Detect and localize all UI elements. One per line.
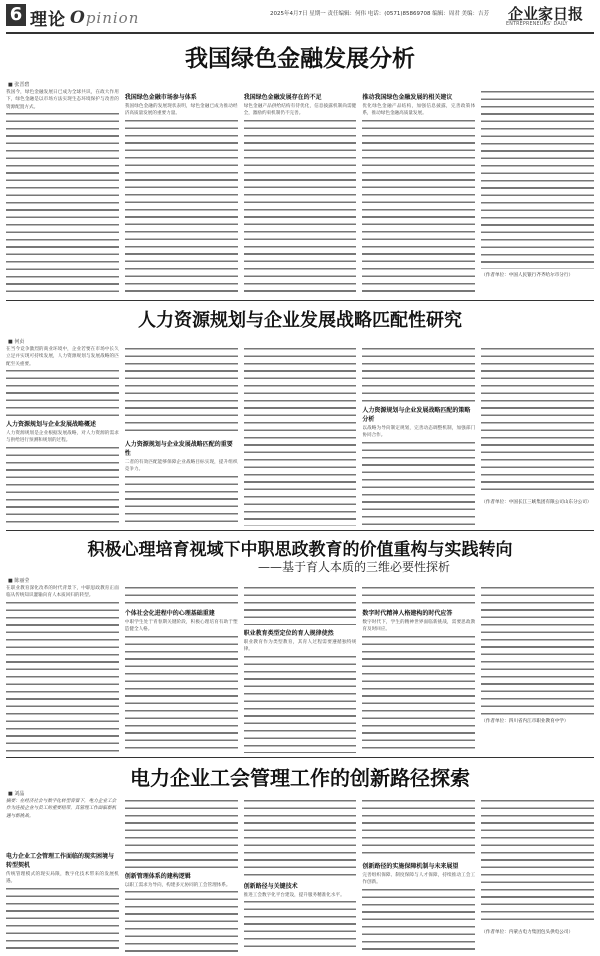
article-4-subheading: 创新路径与关键技术 xyxy=(243,883,298,890)
article-1-intro: 我国今，绿色金融发展日已成为全球共识，在政大作用下，绿色金融是以市场方法实现生态环境保护与改善的资源配置方式。 xyxy=(6,89,119,292)
newspaper-logo-english: ENTREPRENEURS' DAILY xyxy=(506,22,568,27)
article-3-title: 积极心理培育视域下中职思政教育的价值重构与实践转向 xyxy=(87,540,513,560)
article-3-paragraph xyxy=(244,585,357,625)
dateline: 2025年4月7日 星期一 责任编辑：何伟 电话：(0571)85869708 编辑：周君 美编：吉芳 xyxy=(270,11,490,17)
article-4-subheading: 创新路径的实施保障机制与未来展望 xyxy=(362,863,459,870)
article-1-column xyxy=(362,89,475,292)
article-4-author: （作者单位：内蒙古电力集团包头供电公司） xyxy=(481,930,574,935)
article-1-paragraph: 我国绿色金融的发展现状表明，绿色金融已成为推动经济高质量发展的重要力量。 xyxy=(125,103,238,292)
article-3-subheading: 职业教育类型定位的育人规律使然 xyxy=(243,630,334,637)
article-4-subheading: 电力企业工会管理工作面临的现实困境与转型契机 xyxy=(6,853,115,869)
article-4-paragraph xyxy=(362,798,475,858)
article-1-author: （作者单位：中国人民银行齐齐哈尔市分行） xyxy=(481,273,574,278)
article-3-paragraph: 职业教育作为类型教育，其育人过程需要遵循独特规律。 xyxy=(244,639,357,753)
article-1-body xyxy=(6,89,594,292)
article-2-paragraph xyxy=(481,346,594,496)
article-2-column xyxy=(244,346,357,526)
article-4-paragraph xyxy=(244,798,357,878)
article-2-column xyxy=(125,346,238,526)
article-4-body xyxy=(6,798,594,952)
article-2-paragraph xyxy=(244,346,357,526)
article-2-column xyxy=(362,346,475,526)
article-2-paragraph: 二者的有效匹配能够保障企业战略目标实现，提升组织竞争力。 xyxy=(125,459,238,526)
page-number: 6 xyxy=(6,4,26,26)
article-3-column xyxy=(362,585,475,753)
page-header xyxy=(0,0,600,40)
article-4-abstract: 摘要：在经济社会与数字化转型背景下，电力企业工会作为连接企业与员工的重要纽带，其管理工作面临新机遇与新挑战。 xyxy=(6,799,117,819)
article-2-subheading: 人力资源规划与企业发展战略匹配的重要性 xyxy=(124,441,233,457)
article-3-paragraph xyxy=(125,585,238,605)
article-2-column xyxy=(481,346,594,526)
article-3-column xyxy=(481,585,594,753)
article-3-paragraph: 数字时代下，学生的精神世界面临新挑战，需要思政教育及时回应。 xyxy=(362,619,475,753)
article-3-intro: 在职业教育深化改革的时代背景下，中职思政教育正面临从传统知识灌输向育人本质回归的转型。 xyxy=(6,585,119,753)
article-2-paragraph: 人力资源规划是企业根据发展战略，对人力资源的需求与供给进行预测和规划的过程。 xyxy=(6,430,119,526)
section-name: 理论 xyxy=(30,10,66,30)
article-3-paragraph: 中职学生处于青春期关键阶段，积极心理培育有助于塑造健全人格。 xyxy=(125,619,238,753)
article-4-title: 电力企业工会管理工作的创新路径探索 xyxy=(130,766,470,790)
newspaper-logo: 企业家日报 xyxy=(508,5,584,23)
section-name-english: Opinion xyxy=(70,8,140,28)
article-divider xyxy=(6,530,594,531)
article-3-paragraph xyxy=(362,585,475,605)
header-divider xyxy=(6,32,594,34)
article-1-title: 我国绿色金融发展分析 xyxy=(185,45,415,72)
article-1-byline: ■ 张晋碧 xyxy=(8,82,30,88)
article-1-column xyxy=(6,89,119,292)
article-1-paragraph: 优化绿色金融产品结构，加强信息披露，完善政策体系，推动绿色金融高质量发展。 xyxy=(362,103,475,292)
article-4-column xyxy=(362,798,475,952)
article-3-paragraph xyxy=(481,585,594,715)
article-2-paragraph xyxy=(125,346,238,436)
article-divider xyxy=(6,300,594,301)
article-4-column xyxy=(6,798,119,952)
article-1-subheading: 推动我国绿色金融发展的相关建议 xyxy=(362,94,453,101)
article-3-subtitle: ——基于育人本质的三维必要性探析 xyxy=(257,560,450,574)
article-3-column xyxy=(6,585,119,753)
article-1-paragraph xyxy=(481,89,594,269)
article-3-byline: ■ 陈丽莹 xyxy=(8,578,30,584)
article-3-subheading: 个体社会化进程中的心理基础重建 xyxy=(124,610,215,617)
article-4-paragraph xyxy=(481,798,594,926)
article-3-subheading: 数字时代精神人格建构的时代应答 xyxy=(362,610,453,617)
article-4-byline: ■ 刘晶 xyxy=(8,791,25,797)
article-4-paragraph: 以职工需求为导向，构建多元协同的工会管理体系。 xyxy=(125,882,238,952)
article-3-column xyxy=(244,585,357,753)
article-1-column xyxy=(125,89,238,292)
article-2-paragraph: 以战略为导向制定规划，完善动态调整机制，加强部门协同合作。 xyxy=(362,425,475,526)
article-4-paragraph: 传统管理模式的现实局限，数字化技术带来的发展机遇。 xyxy=(6,871,119,952)
article-4-column xyxy=(125,798,238,952)
article-2-author: （作者单位：中国长江三峡集团有限公司山东分公司） xyxy=(481,500,592,505)
article-2-body xyxy=(6,346,594,526)
article-1-subheading: 我国绿色金融市场参与体系 xyxy=(124,94,197,101)
article-3-author: （作者单位：四川省内江市职业教育中学） xyxy=(481,719,569,724)
article-3-body xyxy=(6,585,594,753)
article-1-subheading: 我国绿色金融发展存在的不足 xyxy=(243,94,322,101)
article-4-column xyxy=(481,798,594,952)
article-4-paragraph: 完善组织保障、制度保障与人才保障，持续推动工会工作创新。 xyxy=(362,872,475,952)
article-2-subheading: 人力资源规划与企业发展战略匹配的策略分析 xyxy=(362,407,471,423)
article-4-paragraph: 推进工会数字化平台建设，提升服务精准化水平。 xyxy=(244,892,357,952)
article-2-column xyxy=(6,346,119,526)
article-1-column xyxy=(244,89,357,292)
article-4-subheading: 创新管理体系的建构逻辑 xyxy=(124,873,191,880)
article-2-subheading: 人力资源规划与企业发展战略概述 xyxy=(6,421,97,428)
article-2-paragraph xyxy=(362,346,475,402)
article-4-column xyxy=(244,798,357,952)
article-4-paragraph xyxy=(125,798,238,868)
article-2-intro: 在当今竞争激烈的商业环境中，企业若要在市场中长久立足并实现可持续发展，人力资源规划与发展战略的匹配至关重要。 xyxy=(6,346,119,416)
article-divider xyxy=(6,757,594,758)
article-3-column xyxy=(125,585,238,753)
article-2-byline: ■ 何贞 xyxy=(8,339,25,345)
article-1-paragraph: 绿色金融产品供给结构有待优化，信息披露机制尚需健全，激励约束机制仍不完善。 xyxy=(244,103,357,292)
article-1-column xyxy=(481,89,594,292)
article-2-title: 人力资源规划与企业发展战略匹配性研究 xyxy=(138,310,462,331)
